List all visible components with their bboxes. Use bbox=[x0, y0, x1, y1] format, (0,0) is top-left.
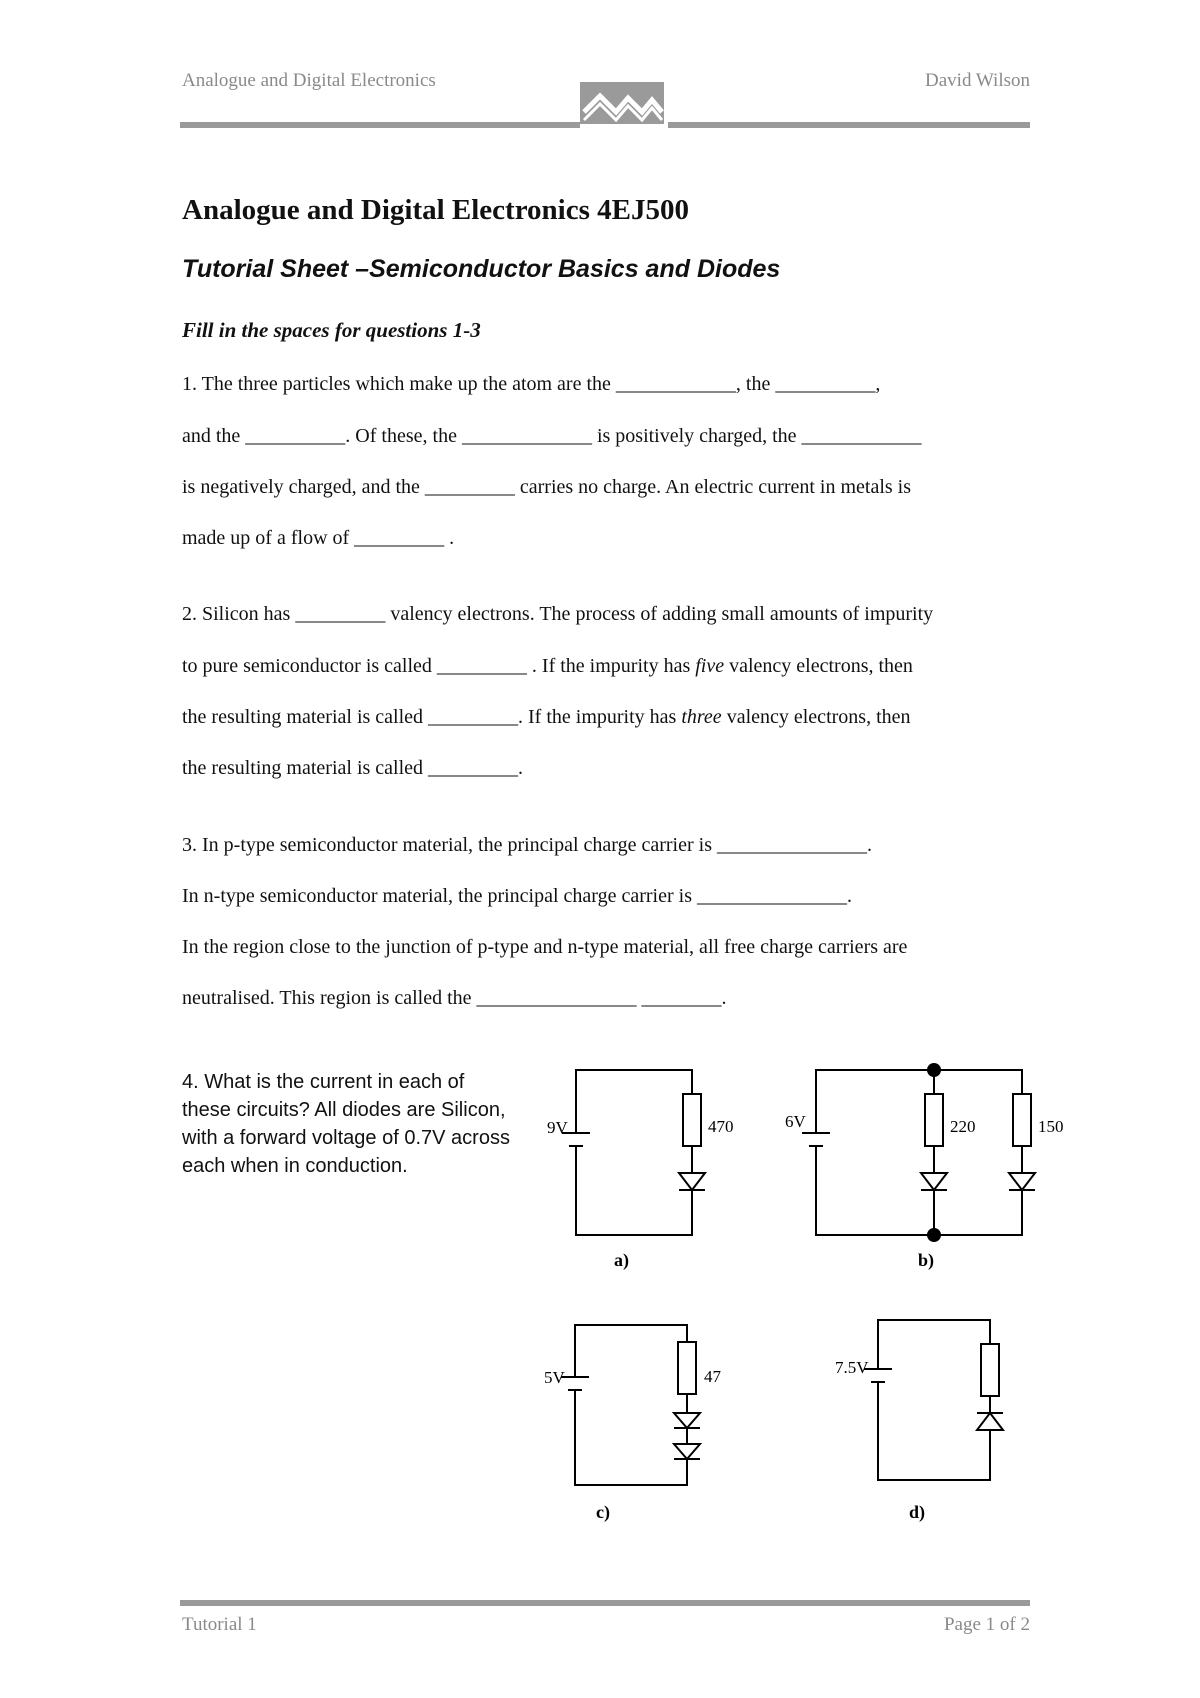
svg-text:47: 47 bbox=[704, 1367, 721, 1386]
svg-text:b): b) bbox=[918, 1250, 935, 1270]
q4-text: 4. What is the current in each of these circuits? All diodes are Silicon, with a forward voltage of 0.7V across each when in conduction. bbox=[182, 1071, 510, 1177]
svg-text:470: 470 bbox=[708, 1117, 734, 1136]
svg-text:6V: 6V bbox=[785, 1112, 806, 1131]
header-logo bbox=[580, 82, 664, 128]
circuit-c bbox=[540, 1315, 730, 1545]
instructions: Fill in the spaces for questions 1-3 bbox=[182, 318, 481, 342]
q1-line-2: and the __________. Of these, the _____________ is positively charged, the ____________ bbox=[182, 425, 922, 447]
circuit-d bbox=[830, 1310, 1030, 1540]
header-rule-right bbox=[668, 122, 1030, 128]
svg-text:c): c) bbox=[596, 1502, 610, 1522]
circuit-b bbox=[780, 1060, 1070, 1280]
q3-line-3: In the region close to the junction of p-type and n-type material, all free charge carriers are bbox=[182, 936, 908, 958]
q2-line-1: 2. Silicon has _________ valency electrons. The process of adding small amounts of impurity bbox=[182, 603, 934, 625]
svg-text:5V: 5V bbox=[544, 1368, 565, 1387]
q2-line-4: the resulting material is called _________. bbox=[182, 757, 524, 779]
circuit-a bbox=[540, 1060, 734, 1280]
footer-rule bbox=[180, 1600, 1030, 1606]
q1-line-3: is negatively charged, and the _________ carries no charge. An electric current in metals is bbox=[182, 476, 912, 498]
svg-text:150: 150 bbox=[1038, 1117, 1064, 1136]
footer-left: Tutorial 1 bbox=[182, 1614, 257, 1635]
svg-text:a): a) bbox=[614, 1250, 629, 1270]
q3-line-2: In n-type semiconductor material, the principal charge carrier is _______________. bbox=[182, 885, 852, 907]
page-title: Analogue and Digital Electronics 4EJ500 bbox=[182, 194, 689, 226]
q3-line-1: 3. In p-type semiconductor material, the principal charge carrier is _______________. bbox=[182, 834, 872, 856]
svg-text:d): d) bbox=[909, 1502, 926, 1522]
header-rule-left bbox=[180, 122, 580, 128]
svg-text:220: 220 bbox=[950, 1117, 976, 1136]
q1-line-4: made up of a flow of _________ . bbox=[182, 527, 455, 549]
header-left: Analogue and Digital Electronics bbox=[182, 70, 436, 91]
footer-right: Page 1 of 2 bbox=[943, 1614, 1030, 1635]
header-right: David Wilson bbox=[925, 70, 1030, 91]
q2-line-3: the resulting material is called _________. If the impurity has three valency electrons, then bbox=[182, 706, 911, 728]
svg-text:7.5V: 7.5V bbox=[835, 1358, 869, 1377]
q3-line-4: neutralised. This region is called the ________________ ________. bbox=[182, 987, 727, 1009]
q1-line-1: 1. The three particles which make up the atom are the ____________, the __________, bbox=[182, 373, 881, 395]
page-subtitle: Tutorial Sheet –Semiconductor Basics and Diodes bbox=[182, 255, 781, 283]
svg-text:9V: 9V bbox=[547, 1118, 568, 1137]
q2-line-2: to pure semiconductor is called _________ . If the impurity has five valency electrons, then bbox=[182, 655, 913, 677]
